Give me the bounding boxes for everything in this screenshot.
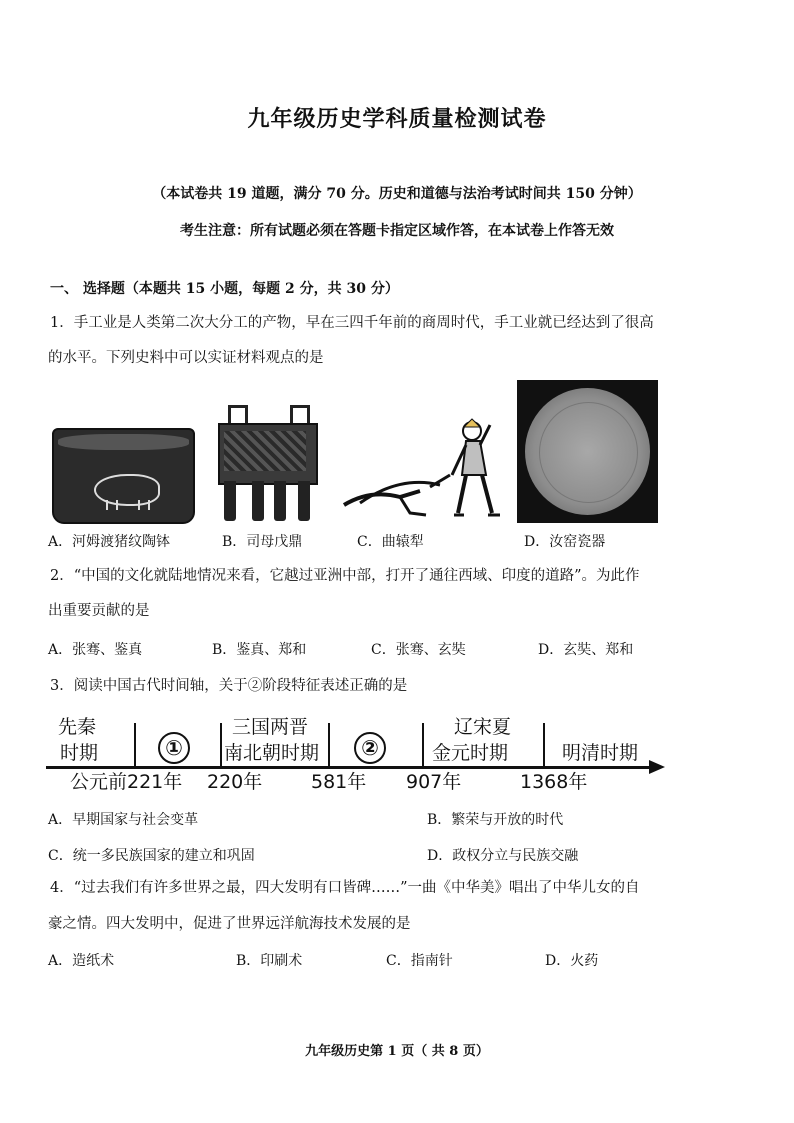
timeline-period-liaosong: 辽宋夏 <box>454 716 512 738</box>
timeline-period-nanbeichao: 南北朝时期 <box>224 742 320 764</box>
timeline-period-xianqin-1: 先秦 <box>58 716 97 738</box>
q1-stem-line2: 的水平。下列史料中可以实证材料观点的是 <box>48 350 324 366</box>
timeline-arrow-icon <box>649 760 665 774</box>
timeline-period-xianqin-2: 时期 <box>60 742 99 764</box>
timeline-date-3: 581年 <box>311 771 367 793</box>
q4-option-b[interactable]: B．印刷术 <box>236 953 303 969</box>
timeline-date-1: 公元前221年 <box>70 771 183 793</box>
q3-option-b[interactable]: B．繁荣与开放的时代 <box>427 812 564 828</box>
timeline-period-jinyuan: 金元时期 <box>432 742 509 764</box>
q2-option-d[interactable]: D．玄奘、郑和 <box>538 642 634 658</box>
timeline-date-5: 1368年 <box>520 771 588 793</box>
q1-stem-line1: 1．手工业是人类第二次大分工的产物，早在三四千年前的商周时代，手工业就已经达到了很高 <box>50 315 654 331</box>
exam-title: 九年级历史学科质量检测试卷 <box>247 106 547 132</box>
timeline-stage-1: ① <box>158 732 190 764</box>
timeline-date-4: 907年 <box>406 771 462 793</box>
q1-option-a[interactable]: A．河姆渡猪纹陶钵 <box>48 534 171 550</box>
exam-notice: 考生注意：所有试题必须在答题卡指定区域作答，在本试卷上作答无效 <box>180 223 614 239</box>
timeline-date-2: 220年 <box>207 771 263 793</box>
timeline-period-mingqing: 明清时期 <box>562 742 639 764</box>
q2-option-a[interactable]: A．张骞、鉴真 <box>48 642 143 658</box>
q2-stem-line1: 2．“中国的文化就陆地情况来看，它越过亚洲中部，打开了通往西域、印度的道路”。为此作 <box>50 568 640 584</box>
q1-option-c[interactable]: C．曲辕犁 <box>357 534 424 550</box>
q1-option-d[interactable]: D．汝窑瓷器 <box>524 534 606 550</box>
q2-option-b[interactable]: B．鉴真、郑和 <box>212 642 307 658</box>
pig-pattern-pottery-bowl-image <box>52 428 195 524</box>
page-footer: 九年级历史第 1 页（ 共 8 页） <box>305 1044 489 1059</box>
ru-kiln-porcelain-image <box>517 380 658 523</box>
q4-stem-line2: 豪之情。四大发明中，促进了世界远洋航海技术发展的是 <box>48 916 411 932</box>
q4-stem-line1: 4．“过去我们有许多世界之最，四大发明有口皆碑……”一曲《中华美》唱出了中华儿女的自 <box>50 880 640 896</box>
timeline-stage-2: ② <box>354 732 386 764</box>
exam-subtitle: （本试卷共 19 道题，满分 70 分。历史和道德与法治考试时间共 150 分钟） <box>152 186 642 202</box>
q4-option-a[interactable]: A．造纸术 <box>48 953 115 969</box>
curved-shaft-plough-image <box>340 405 505 523</box>
q2-stem-line2: 出重要贡献的是 <box>48 603 150 619</box>
section-heading: 一、 选择题（本题共 15 小题，每题 2 分，共 30 分） <box>50 281 399 297</box>
simuwu-ding-image <box>212 405 320 523</box>
q2-option-c[interactable]: C．张骞、玄奘 <box>371 642 466 658</box>
q3-option-d[interactable]: D．政权分立与民族交融 <box>427 848 579 864</box>
timeline-period-sanguo: 三国两晋 <box>232 716 309 738</box>
q1-option-b[interactable]: B．司母戊鼎 <box>222 534 303 550</box>
timeline <box>46 708 666 793</box>
q3-stem: 3．阅读中国古代时间轴，关于②阶段特征表述正确的是 <box>50 678 408 694</box>
q4-option-c[interactable]: C．指南针 <box>386 953 453 969</box>
q3-option-c[interactable]: C．统一多民族国家的建立和巩固 <box>48 848 255 864</box>
q4-option-d[interactable]: D．火药 <box>545 953 599 969</box>
q3-option-a[interactable]: A．早期国家与社会变革 <box>48 812 199 828</box>
